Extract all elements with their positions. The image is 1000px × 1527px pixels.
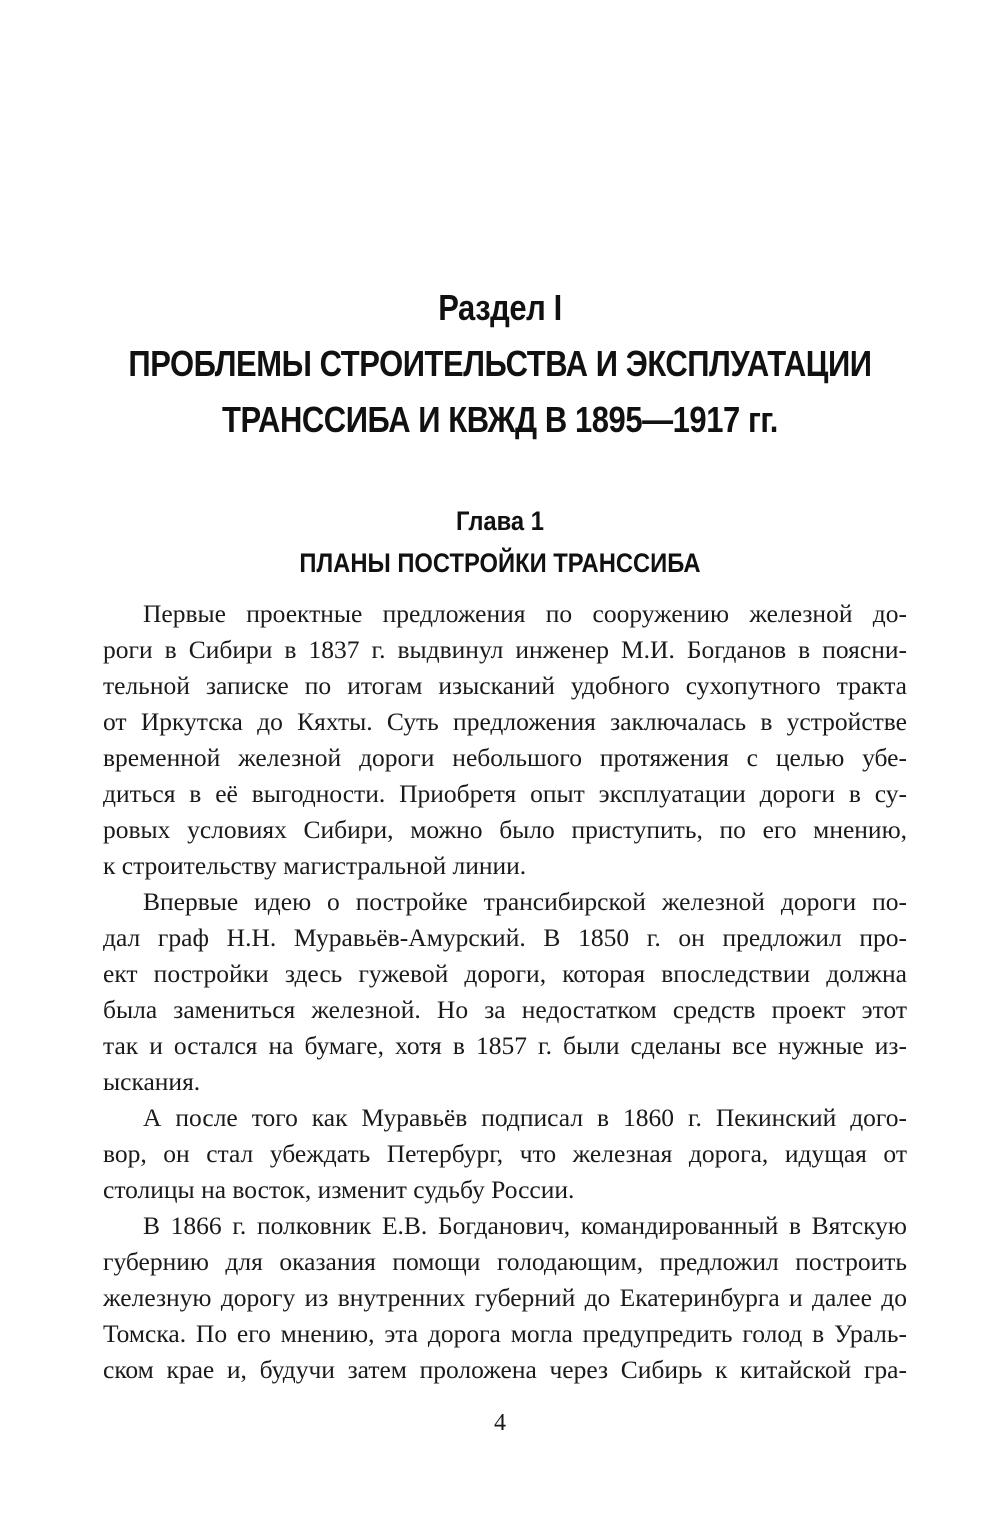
chapter-label: Глава 1 (456, 506, 544, 536)
text-line: тельной записке по итогам изысканий удобного сухопутного тракта (103, 671, 907, 700)
section-label: Раздел I (438, 287, 562, 328)
text-line: Томска. По его мнению, эта дорога могла предупредить голод в Ураль- (103, 1319, 907, 1348)
text-line: была замениться железной. Но за недостатком средств проект этот (103, 995, 907, 1024)
text-line: от Иркутска до Кяхты. Суть предложения заключалась в устройстве (103, 707, 907, 736)
text-line: ект постройки здесь гужевой дороги, которая впоследствии должна (103, 959, 907, 988)
text-line: роги в Сибири в 1837 г. выдвинул инженер М.И. Богданов в поясни- (103, 635, 907, 664)
text-line: Впервые идею о постройке трансибирской железной дороги по- (143, 887, 907, 916)
text-line: ыскания. (103, 1067, 201, 1096)
text-line: столицы на восток, изменит судьбу России. (103, 1175, 575, 1204)
section-heading (0, 280, 1000, 448)
page-number: 4 (494, 1410, 506, 1436)
body-text (103, 596, 907, 1388)
text-line: к строительству магистральной линии. (103, 851, 527, 880)
text-line: так и остался на бумаге, хотя в 1857 г. были сделаны все нужные из- (103, 1031, 907, 1060)
text-line: диться в её выгодности. Приобретя опыт эксплуатации дороги в су- (103, 779, 907, 808)
text-line: губернию для оказания помощи голодающим, предложил построить (103, 1247, 907, 1276)
text-line: В 1866 г. полковник Е.В. Богданович, командированный в Вятскую (143, 1211, 907, 1240)
text-line: А после того как Муравьёв подписал в 1860 г. Пекинский дого- (143, 1103, 907, 1132)
text-line: вор, он стал убеждать Петербург, что железная дорога, идущая от (103, 1139, 907, 1168)
text-line: ровых условиях Сибири, можно было приступить, по его мнению, (103, 815, 907, 844)
section-title-line: ПРОБЛЕМЫ СТРОИТЕЛЬСТВА И ЭКСПЛУАТАЦИИ (128, 343, 872, 384)
section-title-line: ТРАНССИБА И КВЖД В 1895—1917 гг. (222, 399, 778, 440)
chapter-title: ПЛАНЫ ПОСТРОЙКИ ТРАНССИБА (299, 548, 701, 578)
text-line: ском крае и, будучи затем проложена через Сибирь к китайской гра- (103, 1355, 907, 1384)
text-line: временной железной дороги небольшого протяжения с целью убе- (103, 743, 907, 772)
text-line: железную дорогу из внутренних губерний до Екатеринбурга и далее до (103, 1283, 907, 1312)
chapter-heading (0, 500, 1000, 584)
text-line: дал граф Н.Н. Муравьёв-Амурский. В 1850 г. он предложил про- (103, 923, 907, 952)
text-line: Первые проектные предложения по сооружению железной до- (143, 599, 907, 628)
